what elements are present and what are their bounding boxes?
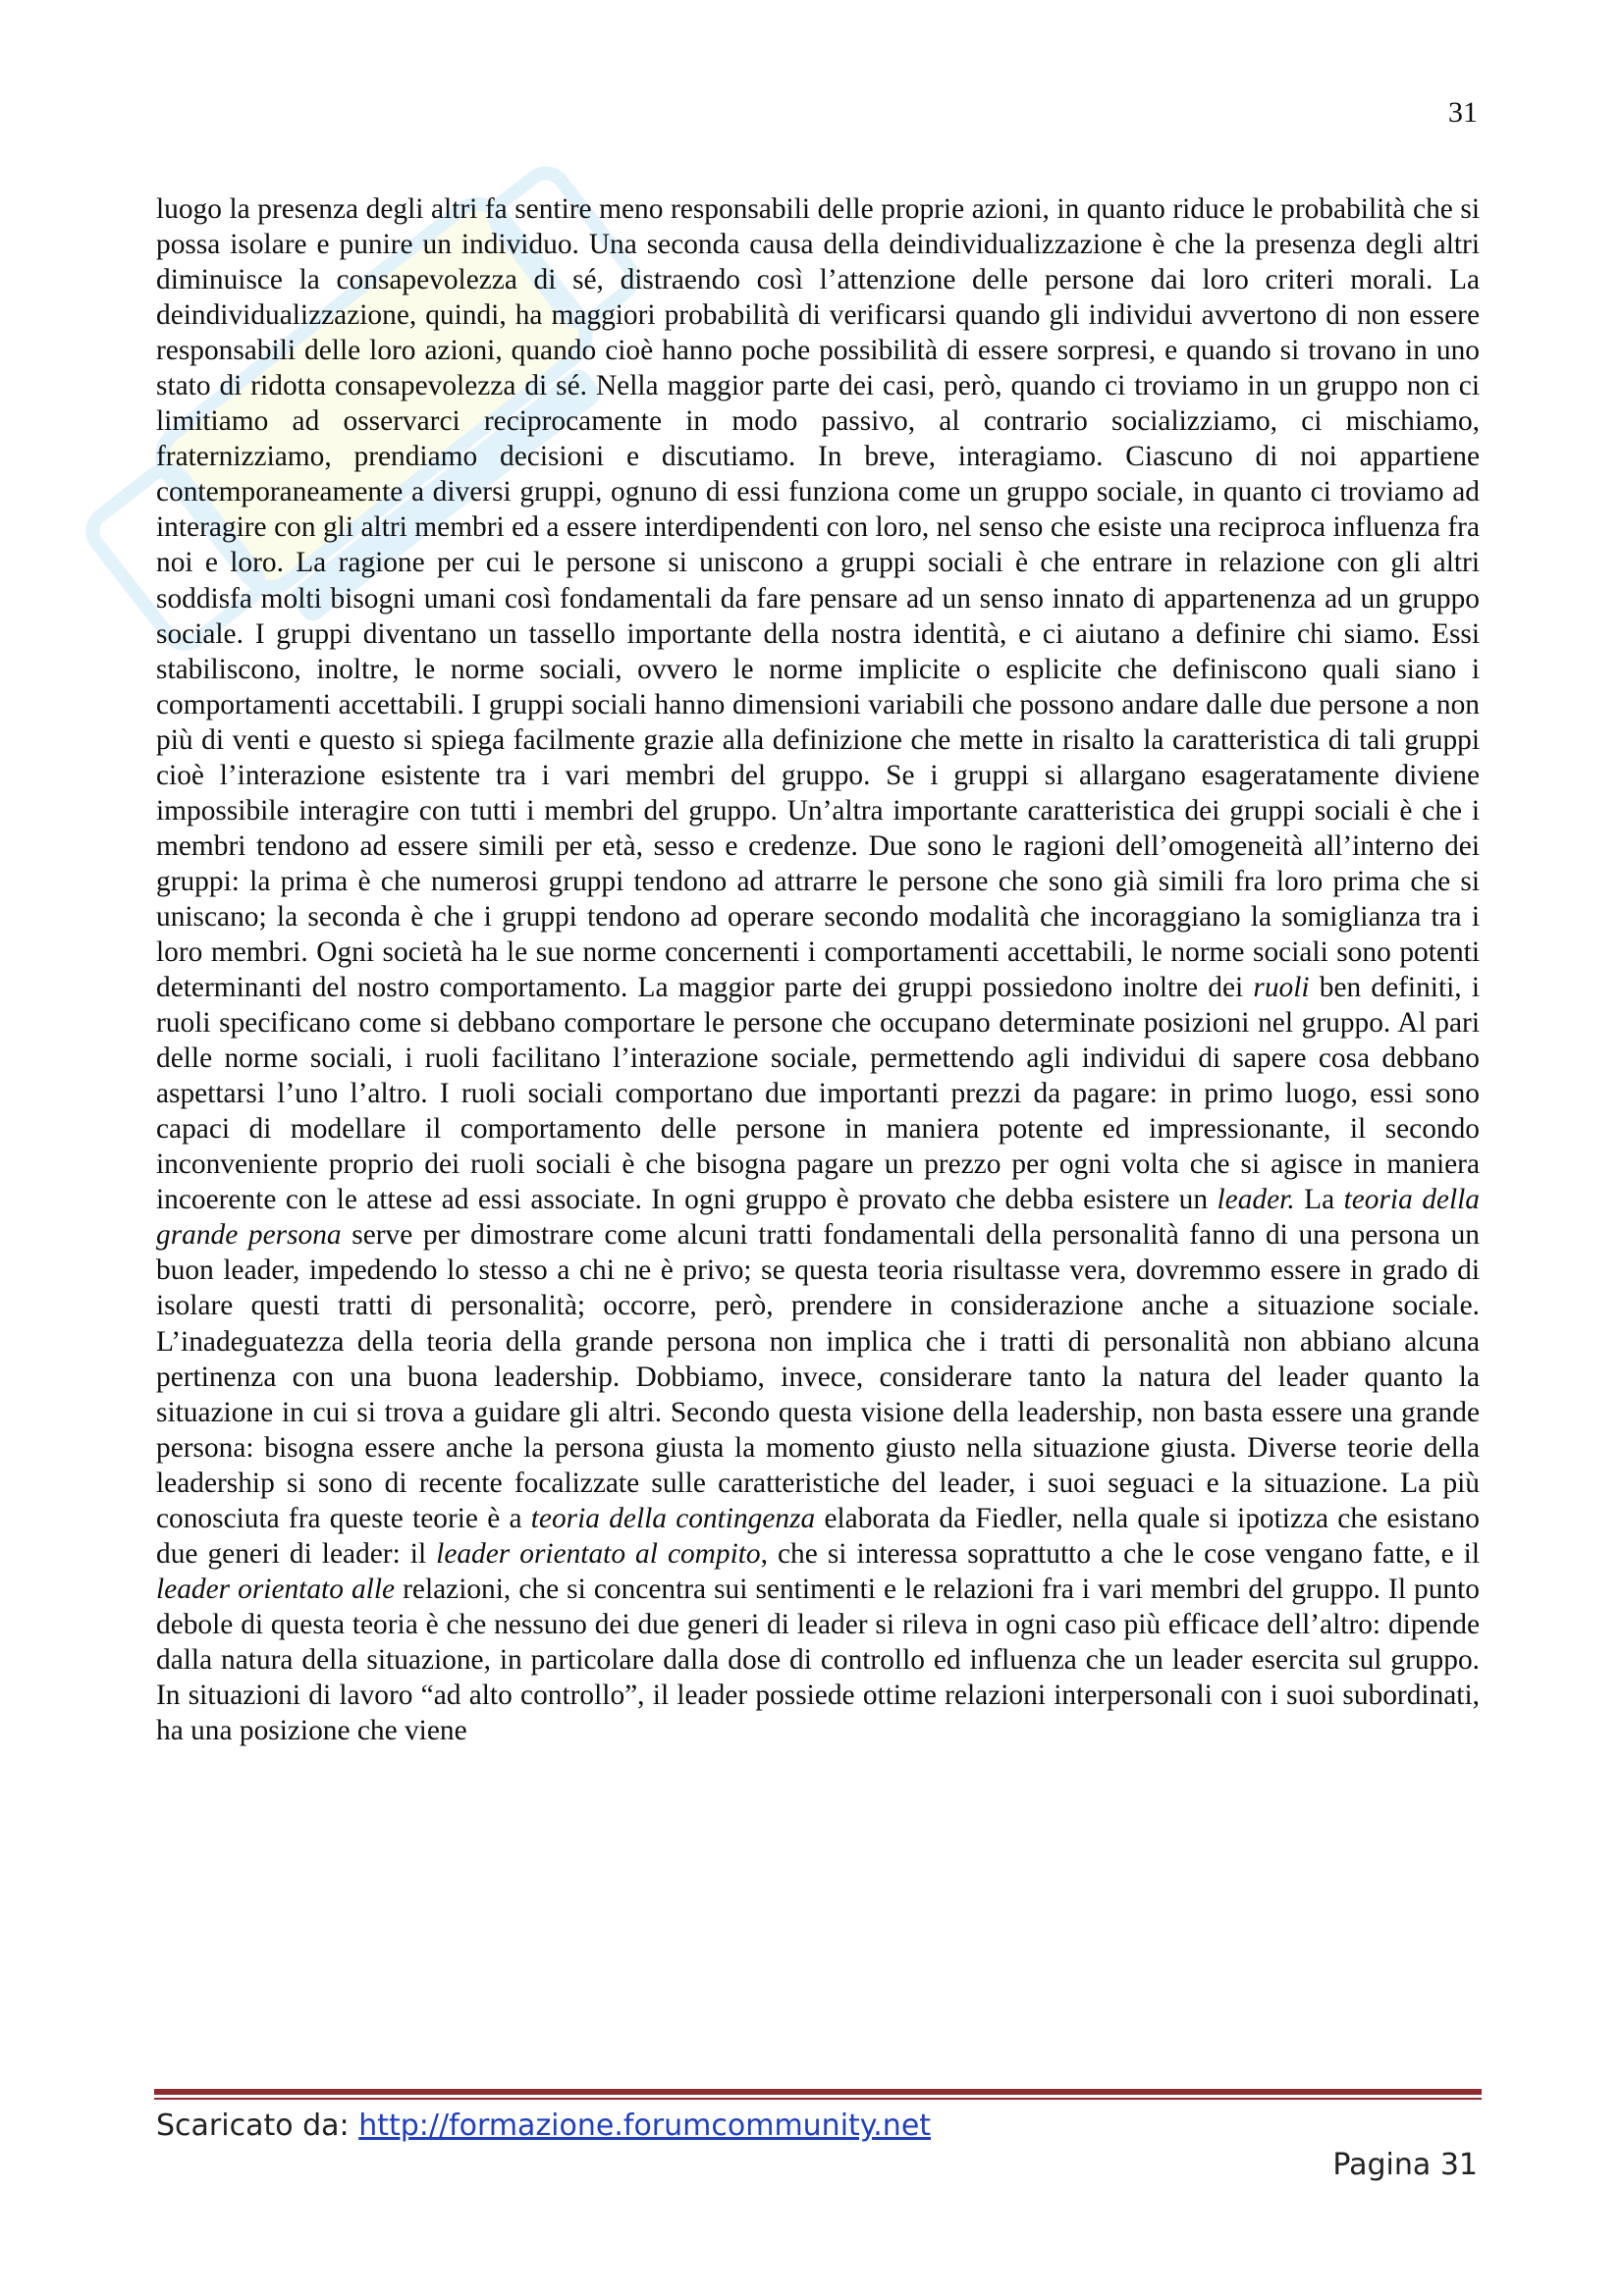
body-paragraph bbox=[156, 191, 1480, 1748]
italic-term: teoria della contingenza bbox=[530, 1502, 816, 1534]
text-run: elaborata da Fiedler, nella quale si ipotizza che esistano due generi di leader: il bbox=[156, 1502, 1481, 1570]
footer-divider bbox=[154, 2089, 1482, 2095]
italic-term: leader orientato alle bbox=[156, 1573, 396, 1605]
italic-term: leader orientato al compito bbox=[436, 1537, 761, 1570]
text-run: , che si interessa soprattutto a che le cose vengano fatte, e il bbox=[760, 1537, 1481, 1570]
footer-divider-thin bbox=[154, 2098, 1482, 2100]
footer-page-label: Pagina 31 bbox=[1332, 2148, 1478, 2182]
text-run: relazioni, che si concentra sui sentimenti e le relazioni fra i vari membri del gruppo. Il punto debole di questa teoria è che nessuno dei due generi di leader si rileva in ogni caso più efficace dell’altro: dipende dalla natura della situazione, in particolare dalla dose di controllo ed influenza che un leader esercita sul gruppo. In situazioni di lavoro “ad alto controllo”, il leader possiede ottime relazioni interpersonali con i suoi subordinati, ha una posizione che viene bbox=[156, 1573, 1480, 1747]
footer-source-link[interactable]: http://formazione.forumcommunity.net bbox=[358, 2109, 932, 2143]
page-number: 31 bbox=[1448, 96, 1478, 129]
text-run: La bbox=[1294, 1184, 1344, 1216]
text-run: serve per dimostrare come alcuni tratti fondamentali della personalità fanno di una persona un buon leader, impedendo lo stesso a chi ne è privo; se questa teoria risultasse vera, dovremmo essere in grado di isolare questi tratti di personalità; occorre, però, prendere in considerazione anche a situazione sociale. L’inadeguatezza della teoria della grande persona non implica che i tratti di personalità non abbiano alcuna pertinenza con una buona leadership. Dobbiamo, invece, considerare tanto la natura del leader quanto la situazione in cui si trova a guidare gli altri. Secondo questa visione della leadership, non basta essere una grande persona: bisogna essere anche la persona giusta la momento giusto nella situazione giusta. Diverse teorie della leadership si sono di recente focalizzate sulle caratteristiche del leader, i suoi seguaci e la situazione. La più conosciuta fra queste teorie è a bbox=[156, 1219, 1480, 1534]
footer-source-label: Scaricato da: bbox=[156, 2109, 359, 2143]
text-run: luogo la presenza degli altri fa sentire meno responsabili delle proprie azioni, in quanto riduce le probabilità che si possa isolare e punire un individuo. Una seconda causa della deindividualizzazione è che la presenza degli altri diminuisce la consapevolezza di sé, distraendo così l’attenzione delle persone dai loro criteri morali. La deindividualizzazione, quindi, ha maggiori probabilità di verificarsi quando gli individui avvertono di non essere responsabili delle loro azioni, quando cioè hanno poche possibilità di essere sorpresi, e quando si trovano in uno stato di ridotta consapevolezza di sé. Nella maggior parte dei casi, però, quando ci troviamo in un gruppo non ci limitiamo ad osservarci reciprocamente in modo passivo, al contrario socializziamo, ci mischiamo, fraternizziamo, prendiamo decisioni e discutiamo. In breve, interagiamo. Ciascuno di noi appartiene contemporaneamente a diversi gruppi, ognuno di essi funziona come un gruppo sociale, in quanto ci troviamo ad interagire con gli altri membri ed a essere interdipendenti con loro, nel senso che esiste una reciproca influenza fra noi e loro. La ragione per cui le persone si uniscono a gruppi sociali è che entrare in relazione con gli altri soddisfa molti bisogni umani così fondamentali da fare pensare ad un senso innato di appartenenza ad un gruppo sociale. I gruppi diventano un tassello importante della nostra identità, e ci aiutano a definire chi siamo. Essi stabiliscono, inoltre, le norme sociali, ovvero le norme implicite o esplicite che definiscono quali siano i comportamenti accettabili. I gruppi sociali hanno dimensioni variabili che possono andare dalle due persone a non più di venti e questo si spiega facilmente grazie alla definizione che mette in risalto la caratteristica di tali gruppi cioè l’interazione esistente tra i vari membri del gruppo. Se i gruppi si allargano esageratamente diviene impossibile interagire con tutti i membri del gruppo. Un’altra importante caratteristica dei gruppi sociali è che i membri tendono ad essere simili per età, sesso e credenze. Due sono le ragioni dell’omogeneità all’interno dei gruppi: la prima è che numerosi gruppi tendono ad attrarre le persone che sono già simili fra loro prima che si uniscano; la seconda è che i gruppi tendono ad operare secondo modalità che incoraggiano la somiglianza tra i loro membri. Ogni società ha le sue norme concernenti i comportamenti accettabili, le norme sociali sono potenti determinanti del nostro comportamento. La maggior parte dei gruppi possiedono inoltre dei bbox=[156, 193, 1480, 1004]
text-run: ben definiti, i ruoli specificano come si debbano comportare le persone che occupano determinate posizioni nel gruppo. Al pari delle norme sociali, i ruoli facilitano l’interazione sociale, permettendo agli individui di sapere cosa debbano aspettarsi l’uno l’altro. I ruoli sociali comportano due importanti prezzi da pagare: in primo luogo, essi sono capaci di modellare il comportamento delle persone in maniera potente ed impressionante, il secondo inconveniente proprio dei ruoli sociali è che bisogna pagare un prezzo per ogni volta che si agisce in maniera incoerente con le attese ad essi associate. In ogni gruppo è provato che debba esistere un bbox=[156, 972, 1480, 1216]
italic-term: leader. bbox=[1217, 1184, 1295, 1216]
footer-source bbox=[156, 2109, 931, 2143]
italic-term: ruoli bbox=[1253, 972, 1310, 1004]
italic-term: teoria della grande persona bbox=[156, 1184, 1480, 1252]
